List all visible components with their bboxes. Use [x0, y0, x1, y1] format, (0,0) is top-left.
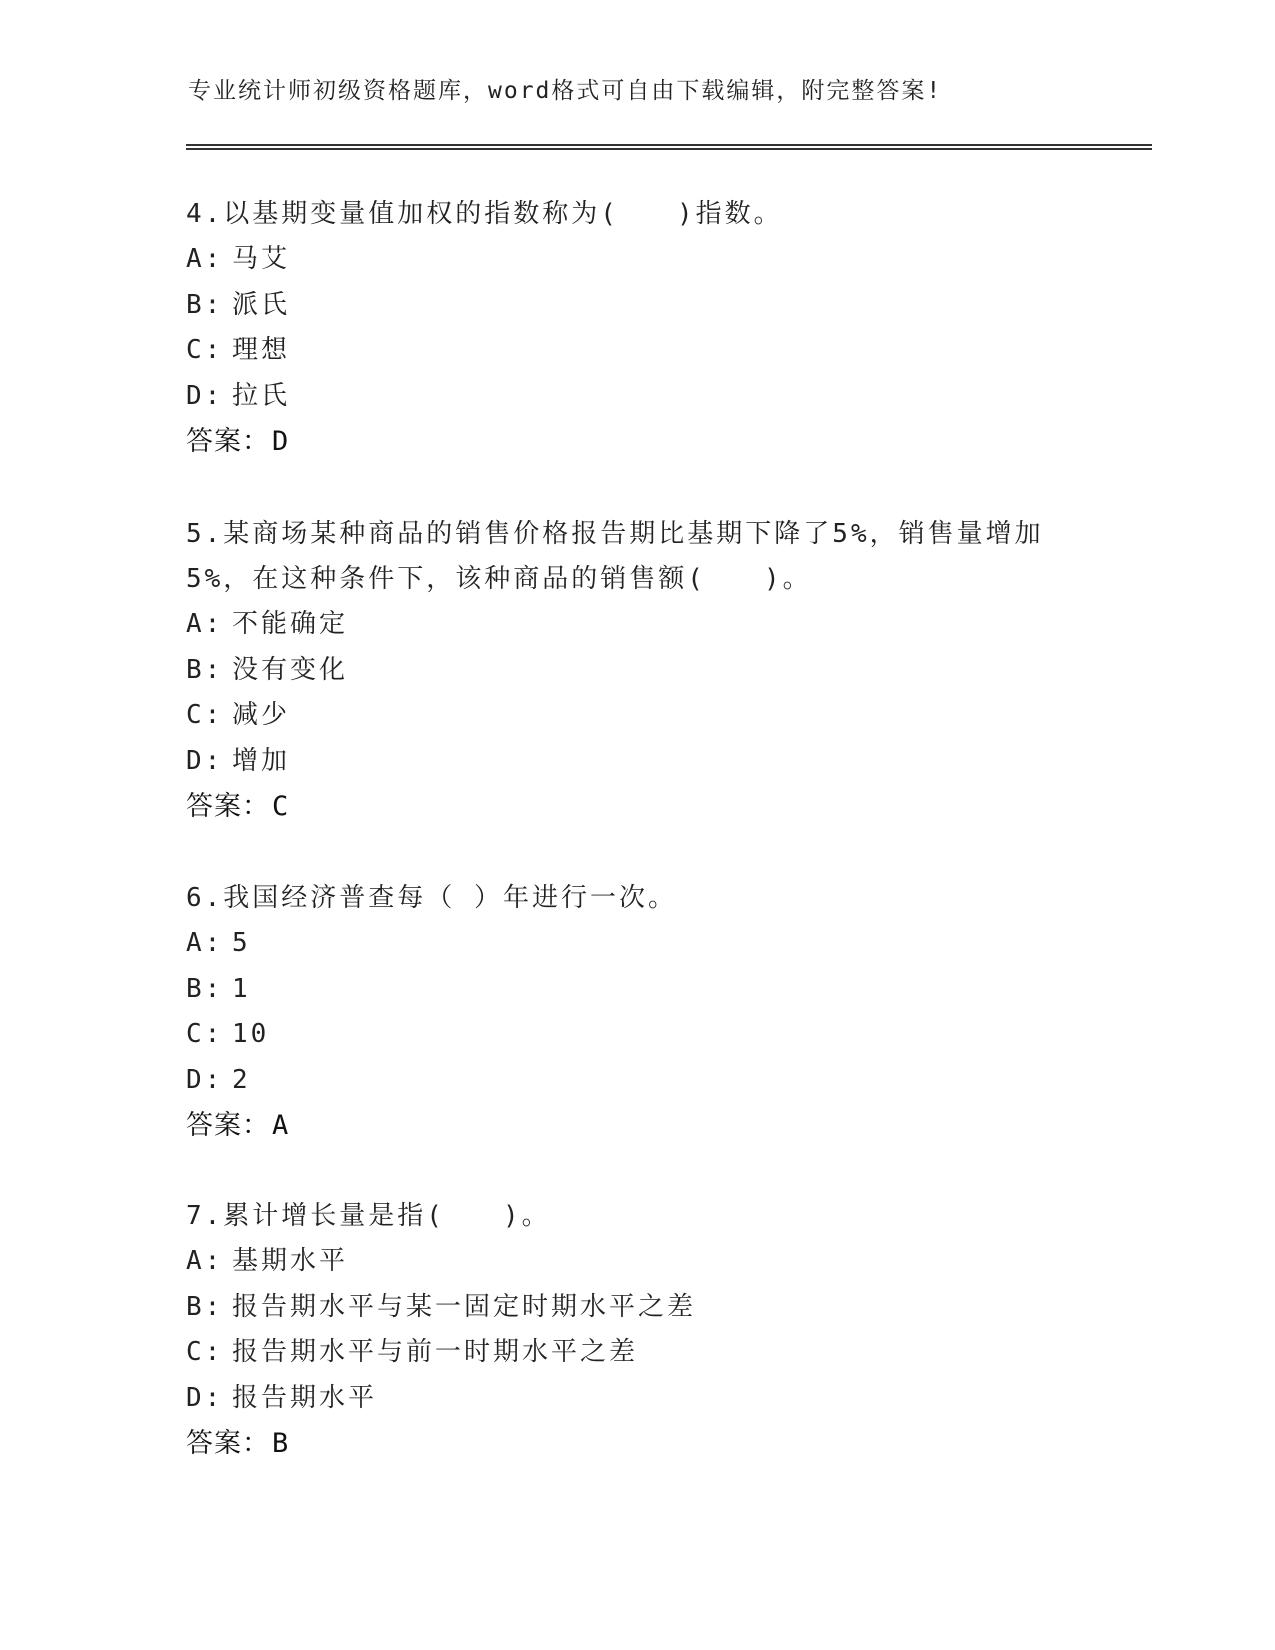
option-c [186, 1330, 1146, 1376]
option-label: C: [186, 700, 224, 730]
answer-value: A [272, 1110, 290, 1141]
question-text: 5.某商场某种商品的销售价格报告期比基期下降了5%，销售量增加5%，在这种条件下，该种商品的销售额( )。 [186, 519, 1044, 594]
option-d [186, 1376, 1146, 1422]
option-d [186, 739, 1086, 785]
option-label: B: [186, 1291, 224, 1322]
option-label: C: [186, 1337, 224, 1367]
question-text: 4.以基期变量值加权的指数称为( )指数。 [186, 199, 783, 229]
answer-line [186, 1421, 1146, 1467]
option-text: 报告期水平与前一时期水平之差 [232, 1337, 639, 1367]
option-label: B: [186, 973, 224, 1004]
option-label: A: [186, 244, 224, 274]
option-text: 理想 [232, 335, 291, 365]
option-text: 基期水平 [232, 1246, 349, 1276]
option-c [186, 693, 1086, 739]
answer-label: 答案： [186, 1110, 270, 1141]
answer-line [186, 784, 1086, 830]
option-text: 减少 [232, 700, 291, 730]
option-b [186, 283, 1146, 329]
option-label: B: [186, 289, 224, 320]
question-4 [186, 192, 1146, 465]
answer-label: 答案： [186, 791, 270, 822]
option-label: B: [186, 654, 224, 685]
option-text: 不能确定 [232, 609, 349, 639]
option-text: 派氏 [232, 289, 291, 320]
option-text: 10 [232, 1019, 270, 1049]
answer-label: 答案： [186, 1428, 270, 1459]
option-a [186, 237, 1146, 283]
option-a [186, 921, 1146, 967]
answer-value: C [272, 791, 290, 822]
option-text: 1 [232, 973, 251, 1004]
answer-line [186, 419, 1146, 465]
option-label: A: [186, 609, 224, 639]
answer-value: B [272, 1428, 290, 1459]
option-b [186, 1285, 1146, 1331]
option-label: D: [186, 745, 224, 776]
question-7 [186, 1194, 1146, 1467]
option-label: D: [186, 1064, 224, 1095]
option-d [186, 1058, 1146, 1104]
option-text: 马艾 [232, 244, 291, 274]
option-text: 报告期水平与某一固定时期水平之差 [232, 1291, 697, 1322]
option-a [186, 602, 1086, 648]
option-c [186, 1012, 1146, 1058]
option-text: 增加 [232, 745, 291, 776]
option-label: A: [186, 1246, 224, 1276]
header-divider [186, 144, 1152, 150]
option-c [186, 328, 1146, 374]
option-a [186, 1239, 1146, 1285]
option-label: A: [186, 928, 224, 958]
option-text: 拉氏 [232, 380, 291, 411]
option-text: 2 [232, 1064, 251, 1095]
option-b [186, 648, 1086, 694]
option-label: C: [186, 1019, 224, 1049]
option-label: C: [186, 335, 224, 365]
question-text: 7.累计增长量是指( )。 [186, 1201, 551, 1231]
option-b [186, 967, 1146, 1013]
page-header: 专业统计师初级资格题库，word格式可自由下载编辑，附完整答案! [188, 78, 943, 104]
option-text: 没有变化 [232, 654, 349, 685]
option-label: D: [186, 380, 224, 411]
option-label: D: [186, 1382, 224, 1413]
answer-label: 答案： [186, 426, 270, 457]
question-5 [186, 512, 1086, 830]
option-text: 报告期水平 [232, 1382, 378, 1413]
option-d [186, 374, 1146, 420]
question-6 [186, 876, 1146, 1149]
option-text: 5 [232, 928, 251, 958]
question-text: 6.我国经济普查每（ ）年进行一次。 [186, 883, 677, 913]
answer-value: D [272, 426, 290, 457]
answer-line [186, 1103, 1146, 1149]
